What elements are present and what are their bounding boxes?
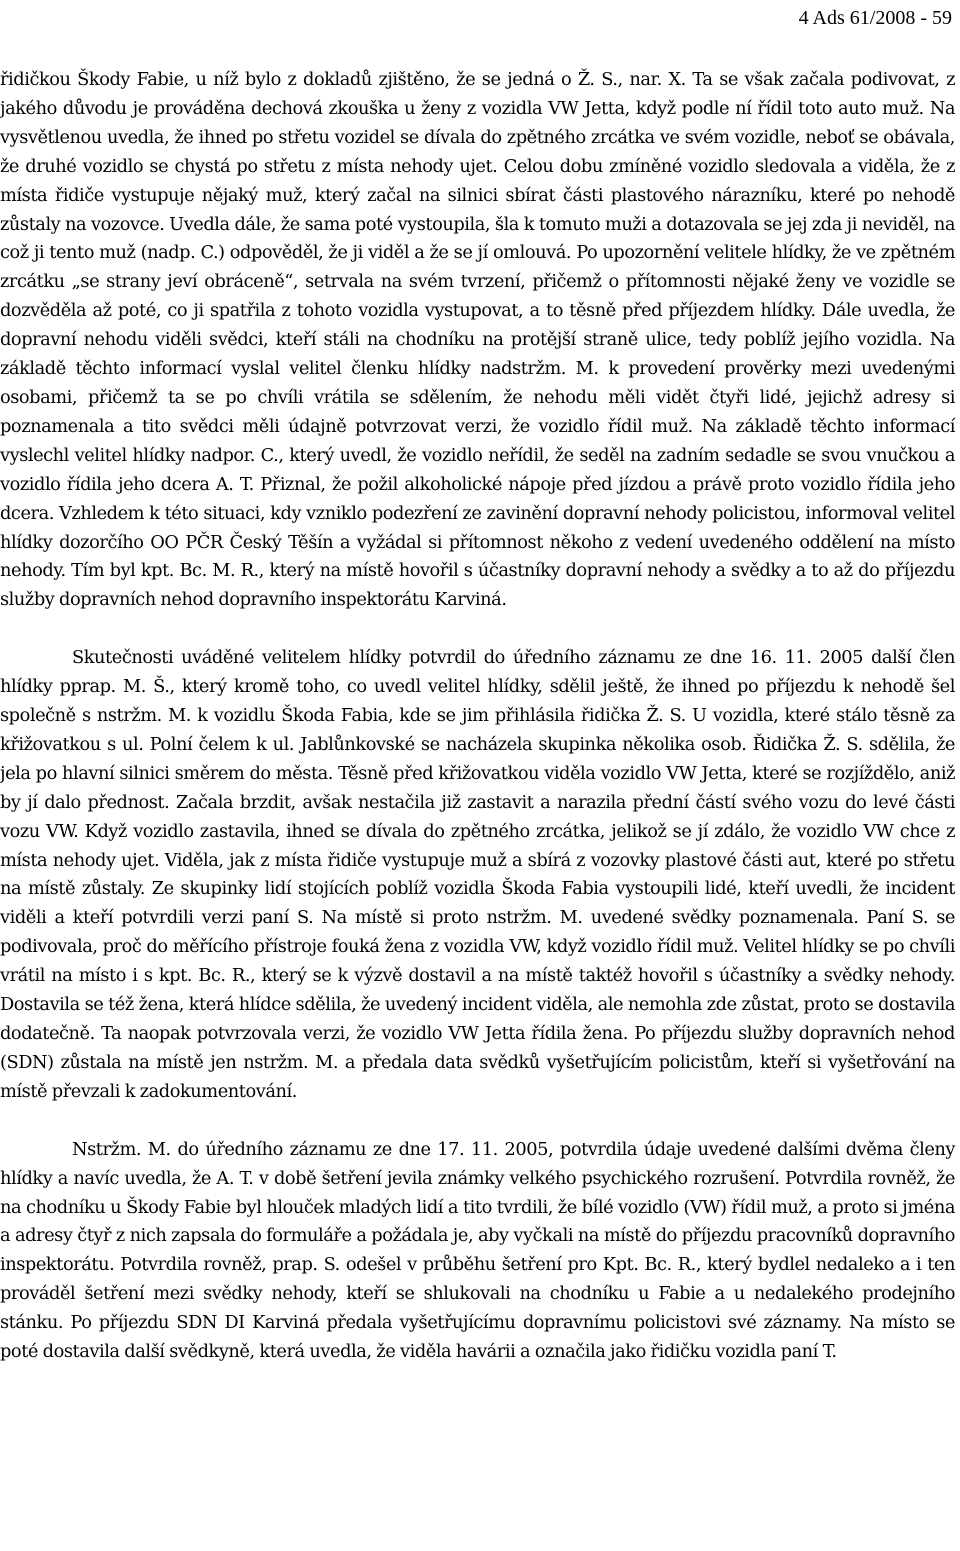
paragraph-third-officer-record: Nstržm. M. do úředního záznamu ze dne 17. 11. 2005, potvrdila údaje uvedené dalšími dvěma členy hlídky a navíc uvedla, že A. T. v době šetření jevila známky velkého psychického rozrušení. Potvrdila rovněž, že na chodníku u Škody Fabie byl hlouček mladých lidí a tito tvrdili, že bílé vozidlo (VW) řídil muž, a proto si jména a adresy čtyř z nich zapsala do formuláře a požádala je, aby vyčkali na místě do příjezdu pracovníků dopravního inspektorátu. Potvrdila rovněž, prap. S. odešel v průběhu šetření pro Kpt. Bc. R., který bydlel nedaleko a i ten prováděl šetření mezi svědky nehody, kteří se shlukovali na chodníku u Fabie a u nedalekého prodejního stánku. Po příjezdu SDN DI Karviná předala vyšetřujícímu dopravnímu policistovi své záznamy. Na místo se poté dostavila další svědkyně, která uvedla, že viděla havárii a označila jako řidičku vozidla paní T. bbox=[0, 1138, 955, 1363]
paragraph-second-officer-record: Skutečnosti uváděné velitelem hlídky potvrdil do úředního záznamu ze dne 16. 11. 2005 další člen hlídky pprap. M. Š., který kromě toho, co uvedl velitel hlídky, sdělil ještě, že ihned po příjezdu k nehodě šel společně s nstržm. M. k vozidlu Škoda Fabia, kde se jim přihlásila řidička Ž. S. U vozidla, které stálo těsně za křižovatkou s ul. Polní čelem k ul. Jablůnkovské se nacházela skupinka několika osob. Řidička Ž. S. sdělila, že jela po hlavní silnici směrem do města. Těsně před křižovatkou viděla vozidlo VW Jetta, které se rozjíždělo, aniž by jí dalo přednost. Začala brzdit, avšak nestačila již zastavit a narazila přední částí svého vozu do levé části vozu VW. Když vozidlo zastavila, ihned se dívala do zpětného zrcátka, jelikož se jí zdálo, že vozidlo VW chce z místa nehody ujet. Viděla, jak z místa řidiče vystupuje muž a sbírá z vozovky plastové části aut, které po střetu na místě zůstaly. Ze skupinky lidí stojících poblíž vozidla Škoda Fabia vystoupili lidé, kteří uvedli, že incident viděli a kteří potvrdili verzi paní S. Na místě si proto nstržm. M. uvedené svědky poznamenala. Paní S. se podivovala, proč do měřícího přístroje fouká žena z vozidla VW, když vozidlo řídil muž. Velitel hlídky se po chvíli vrátil na místo i s kpt. Bc. R., který se k výzvě dostavil a na místě taktéž hovořil s účastníky a svědky nehody. Dostavila se též žena, která hlídce sdělila, že uvedený incident viděla, ale nemohla zde zůstat, proto se dostavila dodatečně. Ta naopak potvrzovala verzi, že vozidlo VW Jetta řídila žena. Po příjezdu služby dopravních nehod (SDN) zůstala na místě jen nstržm. M. a předala data svědků vyšetřujícím policistům, kteří si vyšetřování na místě převzali k zadokumentování. bbox=[0, 647, 955, 1102]
page-number-header: 4 Ads 61/2008 - 59 bbox=[798, 7, 952, 29]
document-body bbox=[0, 66, 955, 1367]
paragraph-continuation: řidičkou Škody Fabie, u níž bylo z dokladů zjištěno, že se jedná o Ž. S., nar. X. Ta se však začala podivovat, z jakého důvodu je prováděna dechová zkouška u ženy z vozidla VW Jetta, když podle ní řídil toto auto muž. Na vysvětlenou uvedla, že ihned po střetu vozidel se dívala do zpětného zrcátka ve svém vozidle, neboť se obávala, že druhé vozidlo se chystá po střetu z místa nehody ujet. Celou dobu zmíněné vozidlo sledovala a viděla, že z místa řidiče vystupuje nějaký muž, který začal na silnici sbírat části plastového nárazníku, které po nehodě zůstaly na vozovce. Uvedla dále, že sama poté vystoupila, šla k tomuto muži a dotazovala se jej zda ji neviděl, na což ji tento muž (nadp. C.) odpověděl, že ji viděl a že se jí omlouvá. Po upozornění velitele hlídky, že ve zpětném zrcátku „se strany jeví obráceně“, setrvala na svém tvrzení, přičemž o přítomnosti nějaké ženy ve vozidle se dozvěděla až poté, co ji spatřila z tohoto vozidla vystupovat, a to těsně před příjezdem hlídky. Dále uvedla, že dopravní nehodu viděli svědci, kteří stáli na chodníku na protější straně ulice, tedy poblíž jejího vozidla. Na základě těchto informací vyslal velitel členku hlídky nadstržm. M. k provedení prověrky mezi uvedenými osobami, přičemž ta se po chvíli vrátila se sdělením, že nehodu měli vidět čtyři lidé, jejichž adresy si poznamenala a tito svědci měli údajně potvrzovat verzi, že vozidlo řídil muž. Na základě těchto informací vyslechl velitel hlídky nadpor. C., který uvedl, že vozidlo neřídil, že seděl na zadním sedadle se svou vnučkou a vozidlo řídila jeho dcera A. T. Přiznal, že požil alkoholické nápoje před jízdou a právě proto vozidlo řídila jeho dcera. Vzhledem k této situaci, kdy vzniklo podezření ze zavinění dopravní nehody policistou, informoval velitel hlídky dozorčího OO PČR Český Těšín a vyžádal si přítomnost někoho z vedení uvedeného oddělení na místo nehody. Tím byl kpt. Bc. M. R., který na místě hovořil s účastníky dopravní nehody a svědky a to až do příjezdu služby dopravních nehod dopravního inspektorátu Karviná. bbox=[0, 69, 955, 611]
